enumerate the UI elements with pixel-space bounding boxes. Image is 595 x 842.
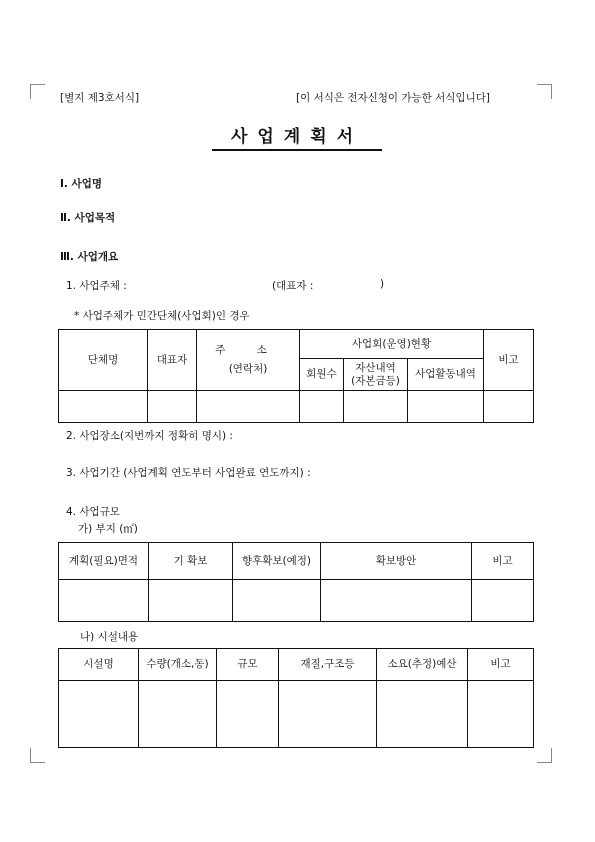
electronic-notice: [이 서식은 전자신청이 가능한 서식입니다] [296,92,490,104]
form-number: [별지 제3호서식] [60,92,140,104]
header-address-line1: 주 소 [215,344,281,356]
cell-members[interactable] [300,391,344,423]
header-facility-name: 시설명 [59,649,139,681]
header-address [197,330,300,391]
header-org-name: 단체명 [59,330,148,391]
header-size: 규모 [217,649,279,681]
section-business-overview: Ⅲ. 사업개요 [60,251,119,263]
header-remarks: 비고 [484,330,534,391]
header-representative: 대표자 [148,330,197,391]
header-assets-line1: 자산내역 [355,361,396,374]
header-remarks: 비고 [468,649,534,681]
header-material: 재질,구조등 [279,649,377,681]
header-future: 향후확보(예정) [233,543,321,580]
header-budget: 소요(추정)예산 [377,649,468,681]
cell-address[interactable] [197,391,300,423]
cell-remarks[interactable] [468,681,534,748]
crop-mark-top-right [537,84,552,99]
item-representative: (대표자 : [272,280,314,292]
section-business-name: Ⅰ. 사업명 [60,178,102,190]
header-operation-status: 사업회(운영)현황 [300,330,484,359]
header-assets-line2: (자본금등) [351,374,400,387]
cell-size[interactable] [217,681,279,748]
cell-assets[interactable] [344,391,408,423]
organization-table [58,329,534,423]
header-address-line2: (연락처) [228,363,268,375]
item-site: 가) 부지 (㎡) [78,523,138,535]
cell-activities[interactable] [408,391,484,423]
cell-budget[interactable] [377,681,468,748]
crop-mark-bottom-right [537,748,552,763]
item-representative-close: ) [380,278,385,290]
cell-remarks[interactable] [472,580,534,622]
cell-material[interactable] [279,681,377,748]
facility-table [58,648,534,748]
cell-planned-area[interactable] [59,580,149,622]
cell-representative[interactable] [148,391,197,423]
item-business-location: 2. 사업장소(지번까지 정확히 명시) : [66,430,233,442]
cell-method[interactable] [321,580,472,622]
cell-quantity[interactable] [139,681,217,748]
item-business-scale: 4. 사업규모 [66,506,120,518]
header-assets [344,359,408,391]
crop-mark-top-left [30,84,45,99]
header-activities: 사업활동내역 [408,359,484,391]
section-business-purpose: Ⅱ. 사업목적 [60,212,116,224]
cell-secured[interactable] [149,580,233,622]
cell-facility-name[interactable] [59,681,139,748]
crop-mark-bottom-left [30,748,45,763]
item-business-entity: 1. 사업주체 : [66,280,127,292]
private-organization-note: * 사업주체가 민간단체(사업회)인 경우 [74,310,250,322]
item-facility: 나) 시설내용 [80,631,139,643]
item-business-period: 3. 사업기간 (사업계획 연도부터 사업완료 연도까지) : [66,467,311,479]
page-title: 사업계획서 [212,122,382,151]
cell-remarks[interactable] [484,391,534,423]
header-remarks: 비고 [472,543,534,580]
site-table [58,542,534,622]
header-method: 확보방안 [321,543,472,580]
cell-org-name[interactable] [59,391,148,423]
cell-future[interactable] [233,580,321,622]
header-planned-area: 계획(필요)면적 [59,543,149,580]
header-quantity: 수량(개소,동) [139,649,217,681]
header-members: 회원수 [300,359,344,391]
header-secured: 기 확보 [149,543,233,580]
